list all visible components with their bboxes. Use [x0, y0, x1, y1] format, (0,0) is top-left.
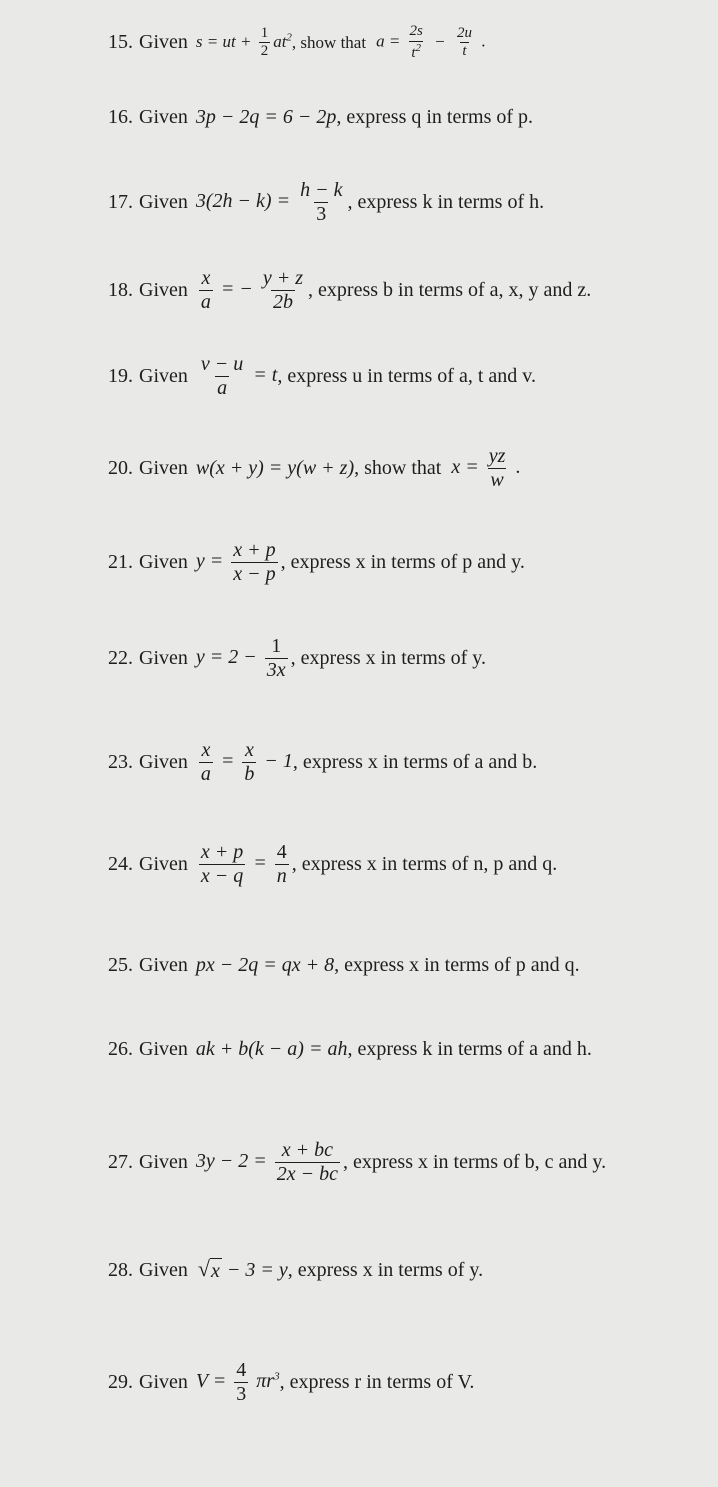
question-label: Given: [139, 106, 188, 128]
question-label: Given: [139, 1371, 188, 1393]
question-number: 23.: [108, 751, 133, 773]
given-equation: $\frac{x + p}{x - q}$ = $\frac{4}{n}$: [200, 841, 287, 887]
question-label: Given: [139, 647, 188, 669]
question-28: [108, 1258, 718, 1283]
given-equation: $\frac{x}{a}$ = $\frac{x}{b}$ − 1: [200, 739, 293, 785]
question-instruction: , express x in terms of a and b.: [292, 751, 538, 773]
question-label: Given: [139, 191, 188, 213]
given-equation: ak + b(k − a) = ah: [195, 1038, 348, 1060]
question-label: Given: [139, 954, 188, 976]
given-equation: V = $\frac{4}{3}$ $\pi r^3$: [195, 1359, 280, 1405]
given-equation: $\frac{v - u}{a}$ = t: [200, 353, 278, 399]
question-23: [108, 740, 718, 785]
question-25: [108, 954, 718, 977]
given-equation: y = $\frac{x + p}{x - p}$: [195, 539, 276, 585]
question-18: [108, 268, 718, 313]
question-22: [108, 636, 718, 681]
given-equation: s = ut + $\frac{1}{2}$ $at^2$: [195, 24, 292, 60]
question-number: 18.: [108, 279, 133, 301]
question-number: 16.: [108, 106, 133, 128]
question-instruction: , express x in terms of y.: [287, 1259, 484, 1281]
question-instruction: , express u in terms of a, t and v.: [277, 365, 536, 387]
question-number: 26.: [108, 1038, 133, 1060]
question-instruction: , express x in terms of b, c and y.: [343, 1151, 607, 1173]
question-label: Given: [139, 1038, 188, 1060]
given-equation: $\frac{x}{a}$ = − $\frac{y + z}{2b}$: [200, 267, 304, 313]
question-number: 25.: [108, 954, 133, 976]
question-29: [108, 1360, 718, 1405]
question-instruction: , express q in terms of p.: [336, 106, 534, 128]
given-equation: y = 2 − $\frac{1}{3x}$: [195, 635, 286, 681]
question-label: Given: [139, 751, 188, 773]
question-label: Given: [139, 1151, 188, 1173]
question-16: [108, 106, 718, 129]
question-number: 17.: [108, 191, 133, 213]
question-instruction: , express x in terms of y.: [290, 647, 486, 669]
given-equation: 3y − 2 = $\frac{x + bc}{2x - bc}$: [195, 1139, 339, 1185]
question-21: [108, 540, 718, 585]
question-number: 27.: [108, 1151, 133, 1173]
question-number: 19.: [108, 365, 133, 387]
question-label: Given: [139, 279, 188, 301]
question-instruction: , show that: [354, 457, 442, 479]
question-label: Given: [139, 31, 188, 54]
question-instruction: , express b in terms of a, x, y and z.: [308, 279, 592, 301]
question-15: [108, 24, 718, 62]
question-label: Given: [139, 457, 188, 479]
question-number: 28.: [108, 1259, 133, 1281]
question-label: Given: [139, 1259, 188, 1281]
question-instruction: , express k in terms of a and h.: [347, 1038, 592, 1060]
question-20: [108, 446, 718, 491]
question-label: Given: [139, 551, 188, 573]
question-24: [108, 842, 718, 887]
question-19: [108, 354, 718, 399]
given-equation: w(x + y) = y(w + z): [195, 457, 355, 479]
question-number: 22.: [108, 647, 133, 669]
question-number: 21.: [108, 551, 133, 573]
question-17: [108, 180, 718, 225]
question-instruction: , show that: [291, 32, 367, 52]
question-number: 29.: [108, 1371, 133, 1393]
question-26: [108, 1038, 718, 1061]
question-label: Given: [139, 853, 188, 875]
given-equation: 3p − 2q = 6 − 2p: [195, 106, 337, 128]
question-instruction: , express x in terms of p and y.: [280, 551, 525, 573]
question-instruction: , express x in terms of n, p and q.: [291, 853, 558, 875]
given-equation: √ x − 3 = y: [197, 1256, 288, 1282]
given-equation: 3(2h − k) = $\frac{h - k}{3}$: [195, 179, 343, 225]
given-equation: px − 2q = qx + 8: [195, 954, 335, 976]
question-number: 15.: [108, 31, 133, 54]
question-label: Given: [139, 365, 188, 387]
question-instruction: , express k in terms of h.: [347, 191, 545, 213]
question-27: [108, 1140, 718, 1185]
target-equation: a = $\frac{2s}{t^2}$ − $\frac{2u}{t}$ .: [376, 23, 486, 61]
question-instruction: , express x in terms of p and q.: [334, 954, 580, 976]
question-number: 20.: [108, 457, 133, 479]
question-number: 24.: [108, 853, 133, 875]
question-instruction: , express r in terms of V.: [279, 1371, 475, 1393]
target-equation: x = $\frac{yz}{w}$ .: [451, 445, 521, 491]
